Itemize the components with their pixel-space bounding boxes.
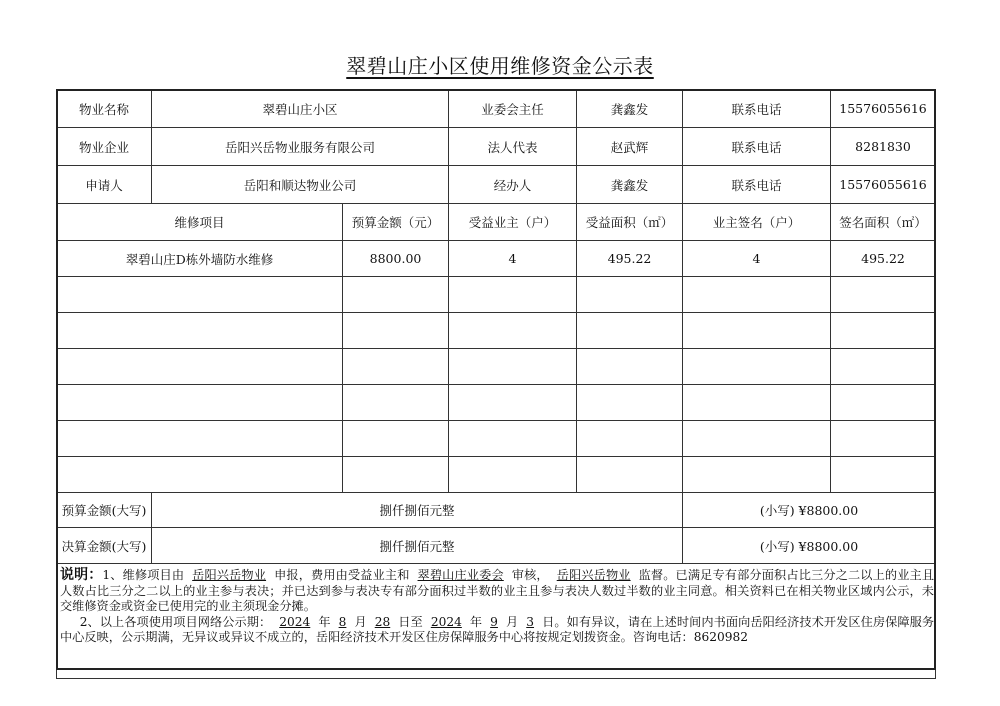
col-header-owners: 受益业主（户） — [449, 204, 577, 241]
budget-upper: 捌仟捌佰元整 — [152, 493, 683, 528]
col-header-area: 受益面积（㎡） — [577, 204, 683, 241]
phone: 15576055616 — [831, 166, 936, 204]
table-row — [57, 457, 936, 493]
item-signed-area: 495.22 — [831, 241, 936, 277]
phone: 15576055616 — [831, 90, 936, 128]
item-signed: 4 — [683, 241, 831, 277]
item-owners: 4 — [449, 241, 577, 277]
label-committee-chair: 业委会主任 — [449, 90, 577, 128]
final-row — [57, 528, 936, 564]
label-phone: 联系电话 — [683, 90, 831, 128]
table-row — [57, 277, 936, 313]
final-label: 决算金额(大写) — [57, 528, 152, 564]
page-title: 翠碧山庄小区使用维修资金公示表 — [346, 54, 654, 78]
final-lower: (小写) ¥8800.00 — [683, 528, 936, 564]
info-row-applicant — [57, 166, 936, 204]
notes: 说明：1、维修项目由 岳阳兴岳物业 申报，费用由受益业主和 翠碧山庄业委会 审核， 岳阳兴岳物业 监督。已满足专有部分面积占比三分之二以上的业主且人数占比三分之二以上的业主参与表决；并已达到参与表决专有部分面积过半数的业主且参与表决人数过半数的业主同意。相关资料已在相关物业区域内公示，未交维修资金或资金已使用完的业主须现金分摊。 2、以上各项使用项目网络公示期： 2024 年 8 月 28 日至 2024 年 9 月 3 日。如有异议，请在上述时间内书面向岳阳经济技术开发区住房保障服务中心反映，公示期满，无异议或异议不成立的，岳阳经济技术开发区住房保障服务中心将按规定划拨资金。咨询电话：8620982 — [60, 567, 935, 644]
committee-chair: 龚鑫发 — [577, 90, 683, 128]
note-item-2: 2、以上各项使用项目网络公示期： — [79, 614, 272, 629]
label-legal-rep: 法人代表 — [449, 128, 577, 166]
col-header-item: 维修项目 — [57, 204, 343, 241]
item-budget: 8800.00 — [343, 241, 449, 277]
table-row — [57, 385, 936, 421]
label-applicant: 申请人 — [57, 166, 152, 204]
label-phone: 联系电话 — [683, 128, 831, 166]
table-row — [57, 241, 936, 277]
item-name: 翠碧山庄D栋外墙防水维修 — [57, 241, 343, 277]
legal-rep: 赵武辉 — [577, 128, 683, 166]
info-row-company — [57, 128, 936, 166]
label-company: 物业企业 — [57, 128, 152, 166]
budget-lower: (小写) ¥8800.00 — [683, 493, 936, 528]
company: 岳阳兴岳物业服务有限公司 — [152, 128, 449, 166]
handler: 龚鑫发 — [577, 166, 683, 204]
col-header-signed-area: 签名面积（㎡） — [831, 204, 936, 241]
budget-label: 预算金额(大写) — [57, 493, 152, 528]
label-handler: 经办人 — [449, 166, 577, 204]
applicant: 岳阳和顺达物业公司 — [152, 166, 449, 204]
note-head: 说明： — [60, 567, 103, 583]
final-upper: 捌仟捌佰元整 — [152, 528, 683, 564]
info-row-property — [57, 90, 936, 128]
col-header-budget: 预算金额（元） — [343, 204, 449, 241]
label-phone: 联系电话 — [683, 166, 831, 204]
budget-row — [57, 493, 936, 528]
table-row — [57, 313, 936, 349]
col-header-signed: 业主签名（户） — [683, 204, 831, 241]
table-row — [57, 421, 936, 457]
label-property-name: 物业名称 — [57, 90, 152, 128]
table-row — [57, 349, 936, 385]
property-name: 翠碧山庄小区 — [152, 90, 449, 128]
phone: 8281830 — [831, 128, 936, 166]
item-area: 495.22 — [577, 241, 683, 277]
column-header-row — [57, 204, 936, 241]
